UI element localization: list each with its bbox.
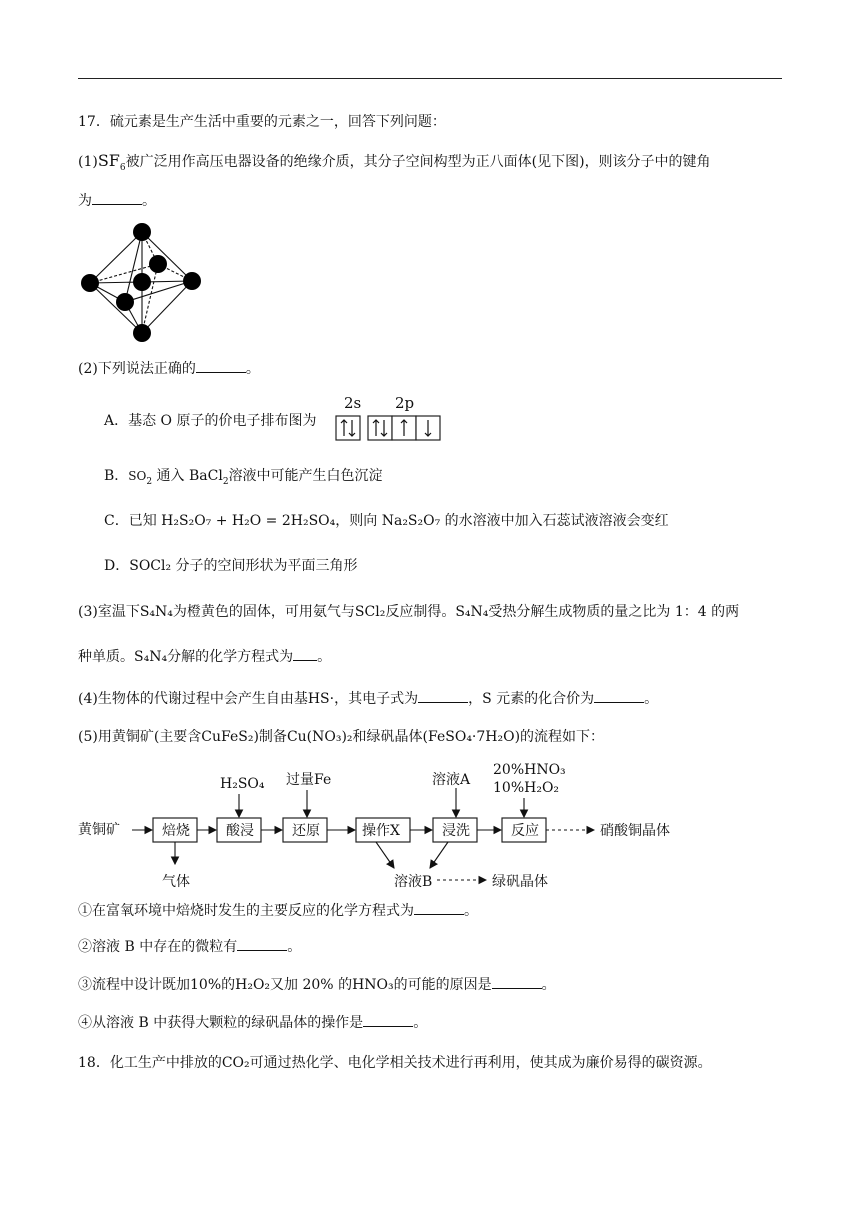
q17-sub2: ②溶液 B 中存在的微粒有 。 xyxy=(78,939,302,955)
q17-heading: 17．硫元素是生产生活中重要的元素之一，回答下列问题： xyxy=(78,114,446,130)
flow-solution-b: 溶液B xyxy=(394,874,433,890)
q17-sub1: ①在富氧环境中焙烧时发生的主要反应的化学方程式为 。 xyxy=(78,903,478,919)
q17-part2: (2)下列说法正确的 。 xyxy=(78,361,260,377)
answer-blank[interactable] xyxy=(492,976,542,989)
answer-blank[interactable] xyxy=(363,1014,413,1027)
answer-blank[interactable] xyxy=(594,690,644,703)
answer-blank[interactable] xyxy=(237,938,287,951)
flow-green-vitriol: 绿矾晶体 xyxy=(492,874,548,890)
option-d: D．SOCl₂ 分子的空间形状为平面三角形 xyxy=(104,558,358,574)
flow-box-label: 还原 xyxy=(292,823,320,839)
flow-box-label: 反应 xyxy=(511,823,539,839)
orbital-2s-label: 2s xyxy=(344,394,362,412)
q17-part4: (4)生物体的代谢过程中会产生自由基HS·，其电子式为 ，S 元素的化合价为 。 xyxy=(78,691,659,707)
q17-part5: (5)用黄铜矿(主要含CuFeS₂)制备Cu(NO₃)₂和绿矾晶体(FeSO₄·7H₂O)的流程如下： xyxy=(78,729,605,745)
answer-blank[interactable] xyxy=(92,192,142,205)
atom xyxy=(149,255,167,273)
flow-gas: 气体 xyxy=(162,874,190,890)
octahedron-diagram xyxy=(76,220,216,345)
atom xyxy=(133,324,151,342)
flow-end: 硝酸铜晶体 xyxy=(600,823,670,839)
central-atom xyxy=(133,273,151,291)
flow-box-label: 焙烧 xyxy=(162,823,190,839)
flow-box-label: 酸浸 xyxy=(226,823,254,839)
flow-h2o2: 10%H₂O₂ xyxy=(493,780,560,796)
atom xyxy=(81,274,99,292)
flow-fe: 过量Fe xyxy=(286,772,332,788)
option-c: C．已知 H₂S₂O₇ + H₂O = 2H₂SO₄，则向 Na₂S₂O₇ 的水溶液中加入石蕊试液溶液会变红 xyxy=(104,513,669,529)
flow-h2so4: H₂SO₄ xyxy=(220,776,265,792)
atom xyxy=(183,272,201,290)
atom xyxy=(116,293,134,311)
flow-start: 黄铜矿 xyxy=(78,822,120,838)
orbital-diagram xyxy=(334,394,446,442)
option-a: A．基态 O 原子的价电子排布图为 xyxy=(104,413,317,429)
q17-part3-line2: 种单质。S₄N₄分解的化学方程式为 。 xyxy=(78,649,332,665)
answer-blank[interactable] xyxy=(293,648,317,661)
q18-heading: 18．化工生产中排放的CO₂可通过热化学、电化学相关技术进行再利用，使其成为廉价易得的碳资源。 xyxy=(78,1055,712,1071)
flow-box-label: 浸洗 xyxy=(442,823,470,839)
q17-part3: (3)室温下S₄N₄为橙黄色的固体，可用氨气与SCl₂反应制得。S₄N₄受热分解生成物质的量之比为 1：4 的两 xyxy=(78,604,740,620)
atom xyxy=(133,223,151,241)
q17-part1-tail: 为 。 xyxy=(78,193,156,209)
q17-sub4: ④从溶液 B 中获得大颗粒的绿矾晶体的操作是 。 xyxy=(78,1015,428,1031)
answer-blank[interactable] xyxy=(418,690,468,703)
answer-blank[interactable] xyxy=(196,360,246,373)
flow-hno3: 20%HNO₃ xyxy=(493,762,566,778)
flow-box-label: 操作X xyxy=(362,823,400,839)
answer-blank[interactable] xyxy=(414,902,464,915)
q17-part1: $(1)SF_6$被广泛用作高压电器设备的绝缘介质，其分子空间构型为正八面体(见下图)，则该分子中的键角 xyxy=(78,151,711,173)
orbital-2p-label: 2p xyxy=(395,394,415,412)
header-rule xyxy=(78,78,782,79)
flow-solution-a: 溶液A xyxy=(432,772,471,788)
process-flowchart xyxy=(76,760,696,892)
q17-sub3: ③流程中设计既加10%的H₂O₂又加 20% 的HNO₃的可能的原因是 。 xyxy=(78,977,556,993)
option-b: B．$SO_2$ 通入 BaCl$_2$溶液中可能产生白色沉淀 xyxy=(104,468,383,487)
